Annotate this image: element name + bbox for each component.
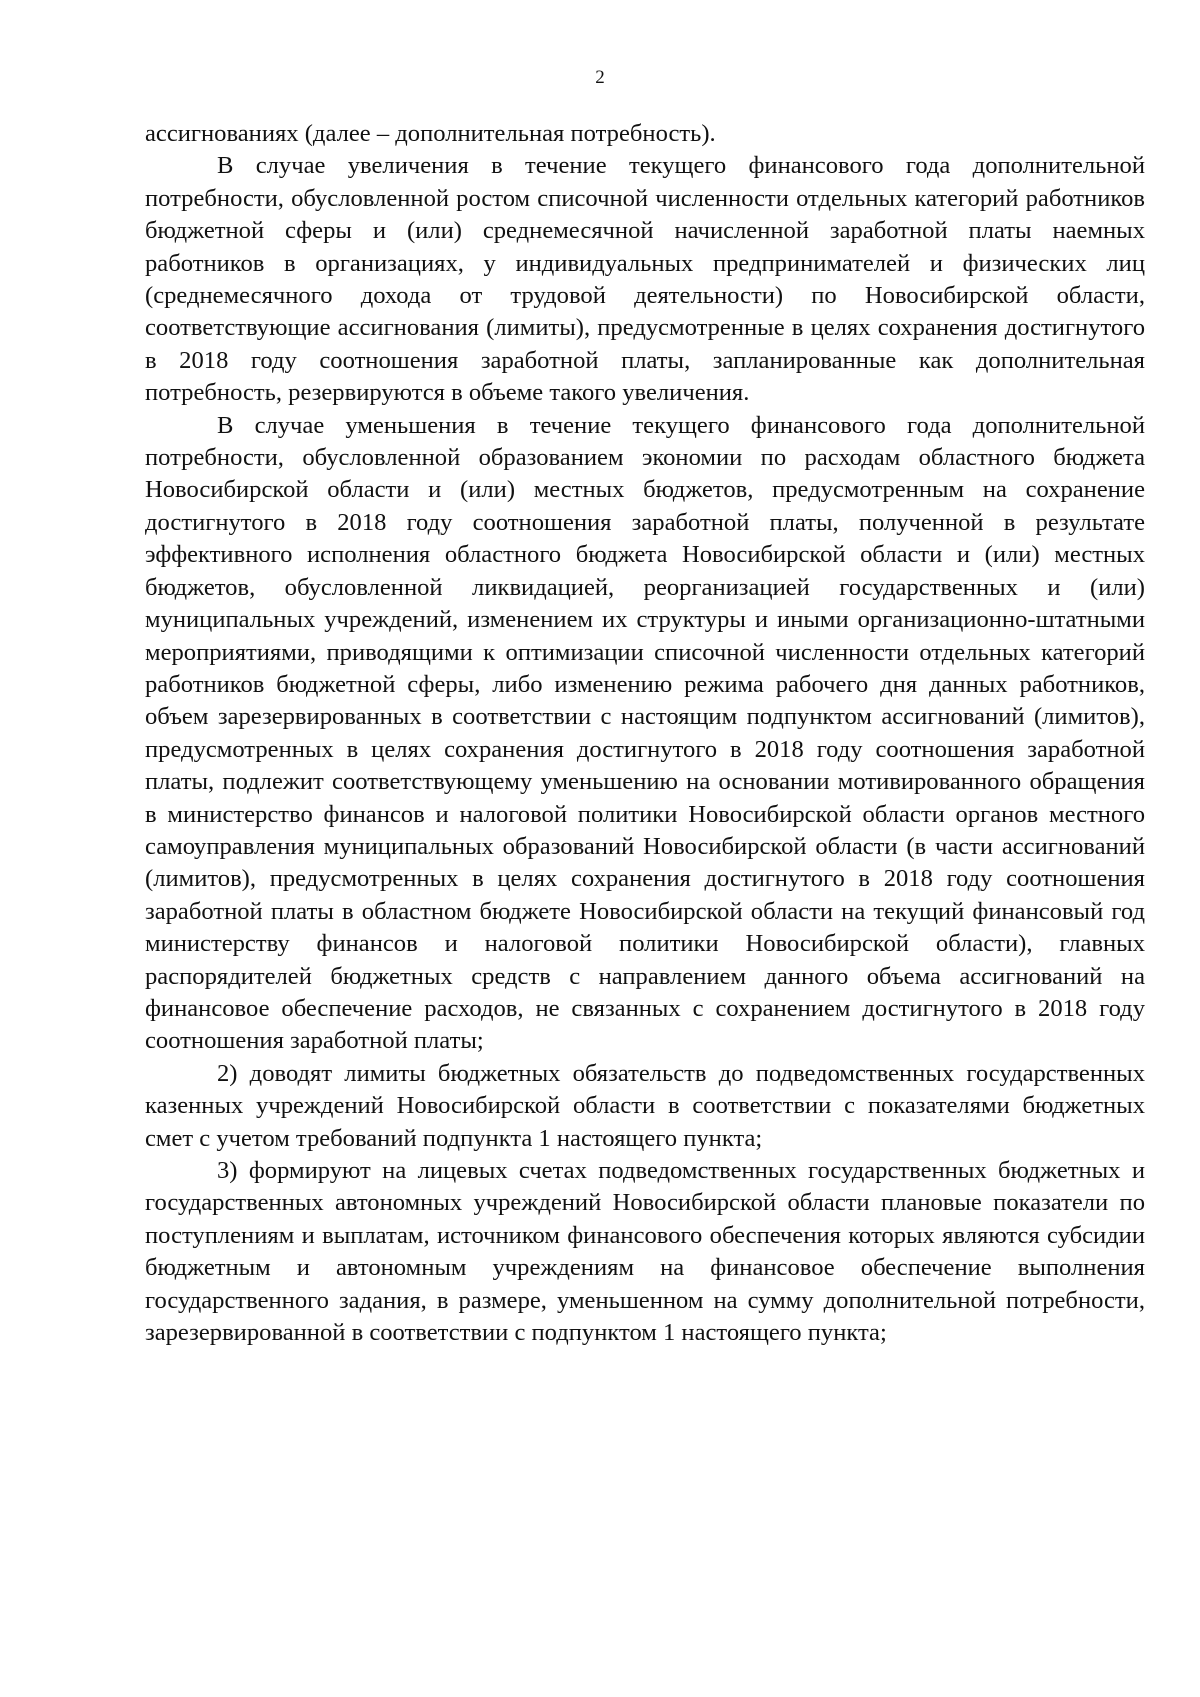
paragraph-decrease-case: В случае уменьшения в течение текущего финансового года дополнительной потребности, обусловленной образованием экономии по расходам областного бюджета Новосибирской области и (или) местных бюджетов, предусмотренным на сохранение достигнутого в 2018 году соотношения заработной платы, полученной в результате эффективного исполнения областного бюджета Новосибирской области и (или) местных бюджетов, обусловленной ликвидацией, реорганизацией государственных и (или) муниципальных учреждений, изменением их структуры и иными организационно-штатными мероприятиями, приводящими к оптимизации списочной численности отдельных категорий работников бюджетной сферы, либо изменению режима рабочего дня данных работников, объем зарезервированных в соответствии с настоящим подпунктом ассигнований (лимитов), предусмотренных в целях сохранения достигнутого в 2018 году соотношения заработной платы, подлежит соответствующему уменьшению на основании мотивированного обращения в министерство финансов и налоговой политики Новосибирской области органов местного самоуправления муниципальных образований Новосибирской области (в части ассигнований (лимитов), предусмотренных в целях сохранения достигнутого в 2018 году соотношения заработной платы в областном бюджете Новосибирской области на текущий финансовый год министерству финансов и налоговой политики Новосибирской области), главных распорядителей бюджетных средств с направлением данного объема ассигнований на финансовое обеспечение расходов, не связанных с сохранением достигнутого в 2018 году соотношения заработной платы; (145, 411, 1145, 1055)
paragraph-item-3: 3) формируют на лицевых счетах подведомственных государственных бюджетных и государственных автономных учреждений Новосибирской области плановые показатели по поступлениям и выплатам, источником финансового обеспечения которых являются субсидии бюджетным и автономным учреждениям на финансовое обеспечение выполнения государственного задания, в размере, уменьшенном на сумму дополнительной потребности, зарезервированной в соответствии с подпунктом 1 настоящего пункта; (145, 1157, 1145, 1347)
page-number: 2 (595, 67, 605, 88)
paragraph-item-2: 2) доводят лимиты бюджетных обязательств до подведомственных государственных казенных учреждений Новосибирской области в соответствии с показателями бюджетных смет с учетом требований подпункта 1 настоящего пункта; (145, 1059, 1145, 1152)
paragraph-increase-case: В случае увеличения в течение текущего финансового года дополнительной потребности, обусловленной ростом списочной численности отдельных категорий работников бюджетной сферы и (или) среднемесячной начисленной заработной платы наемных работников в организациях, у индивидуальных предпринимателей и физических лиц (среднемесячного дохода от трудовой деятельности) по Новосибирской области, соответствующие ассигнования (лимиты), предусмотренные в целях сохранения достигнутого в 2018 году соотношения заработной платы, запланированные как дополнительная потребность, резервируются в объеме такого увеличения. (145, 152, 1145, 407)
paragraph-continuation: ассигнованиях (далее – дополнительная потребность). (145, 120, 716, 147)
document-body (145, 118, 1145, 1349)
